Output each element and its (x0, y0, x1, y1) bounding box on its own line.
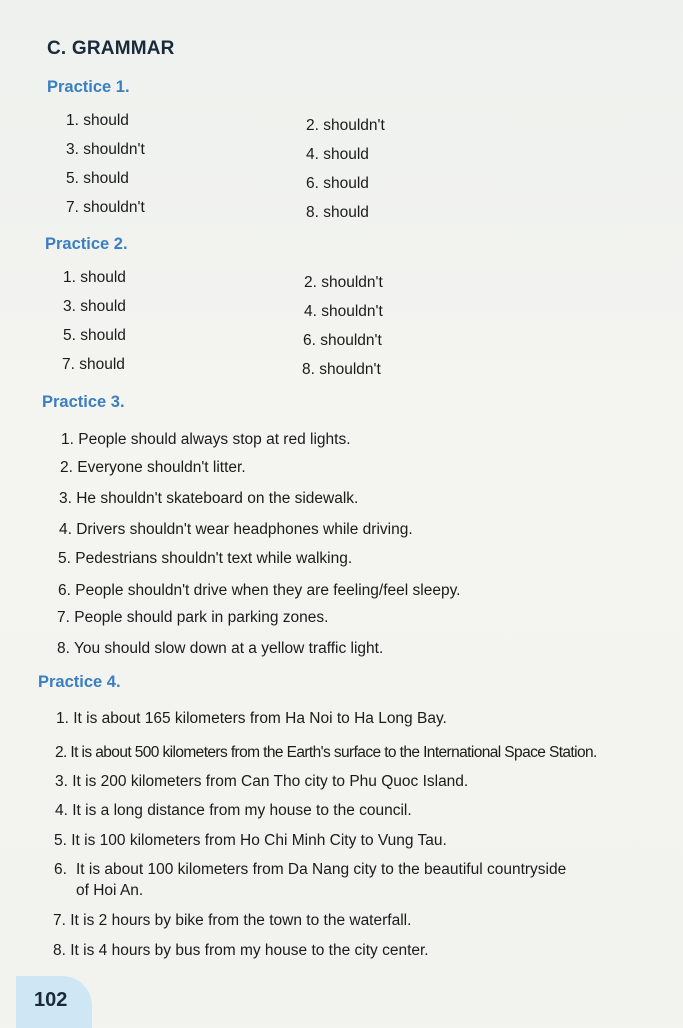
practice-2-answer: 8. shouldn't (302, 361, 381, 378)
practice-2-answer: 6. shouldn't (303, 332, 382, 349)
practice-4-answer-6 (54, 859, 662, 901)
practice-3-answer: 5. Pedestrians shouldn't text while walking. (58, 550, 353, 567)
practice-2-heading: Practice 2. (45, 235, 128, 253)
practice-3-answer: 2. Everyone shouldn't litter. (60, 459, 246, 476)
practice-1-answer: 4. should (306, 146, 369, 163)
practice-3-answer: 8. You should slow down at a yellow traffic light. (57, 640, 384, 657)
practice-3-answer: 7. People should park in parking zones. (57, 609, 329, 626)
practice-4-answer: 7. It is 2 hours by bike from the town to the waterfall. (53, 912, 412, 929)
answer-number: 6. (54, 861, 67, 878)
practice-2-answer: 3. should (63, 298, 126, 315)
practice-4-answer: 2. It is about 500 kilometers from the Earth's surface to the International Space Station. (55, 744, 597, 761)
practice-4-answer: 4. It is a long distance from my house to the council. (55, 802, 412, 819)
practice-2-answer: 2. shouldn't (304, 274, 383, 291)
practice-4-answer: 8. It is 4 hours by bus from my house to the city center. (53, 942, 429, 959)
practice-3-heading: Practice 3. (42, 393, 125, 411)
section-title: C. GRAMMAR (47, 38, 175, 59)
practice-1-answer: 5. should (66, 170, 129, 187)
practice-4-answer: 5. It is 100 kilometers from Ho Chi Minh City to Vung Tau. (54, 832, 447, 849)
practice-4-answer: 3. It is 200 kilometers from Can Tho city to Phu Quoc Island. (55, 773, 469, 790)
practice-3-answer: 3. He shouldn't skateboard on the sidewalk. (59, 490, 359, 507)
practice-3-answer: 1. People should always stop at red lights. (61, 431, 351, 448)
practice-3-answer: 4. Drivers shouldn't wear headphones while driving. (59, 521, 413, 538)
practice-1-heading: Practice 1. (47, 78, 130, 96)
practice-4-answer: 1. It is about 165 kilometers from Ha Noi to Ha Long Bay. (56, 710, 447, 727)
page-number: 102 (34, 989, 68, 1011)
practice-1-answer: 7. shouldn't (66, 199, 145, 216)
practice-2-answer: 7. should (62, 356, 125, 373)
answer-text-line-1: It is about 100 kilometers from Da Nang city to the beautiful countryside (76, 861, 567, 878)
answer-text-line-2: of Hoi An. (76, 882, 144, 899)
practice-1-answer: 3. shouldn't (66, 141, 145, 158)
practice-1-answer: 6. should (306, 175, 369, 192)
practice-3-answer: 6. People shouldn't drive when they are feeling/feel sleepy. (58, 582, 461, 599)
practice-2-answer: 4. shouldn't (304, 303, 383, 320)
practice-1-answer: 2. shouldn't (306, 117, 385, 134)
practice-4-heading: Practice 4. (38, 673, 121, 691)
practice-1-answer: 1. should (66, 112, 129, 129)
practice-2-answer: 1. should (63, 269, 126, 286)
practice-2-answer: 5. should (63, 327, 126, 344)
practice-1-answer: 8. should (306, 204, 369, 221)
